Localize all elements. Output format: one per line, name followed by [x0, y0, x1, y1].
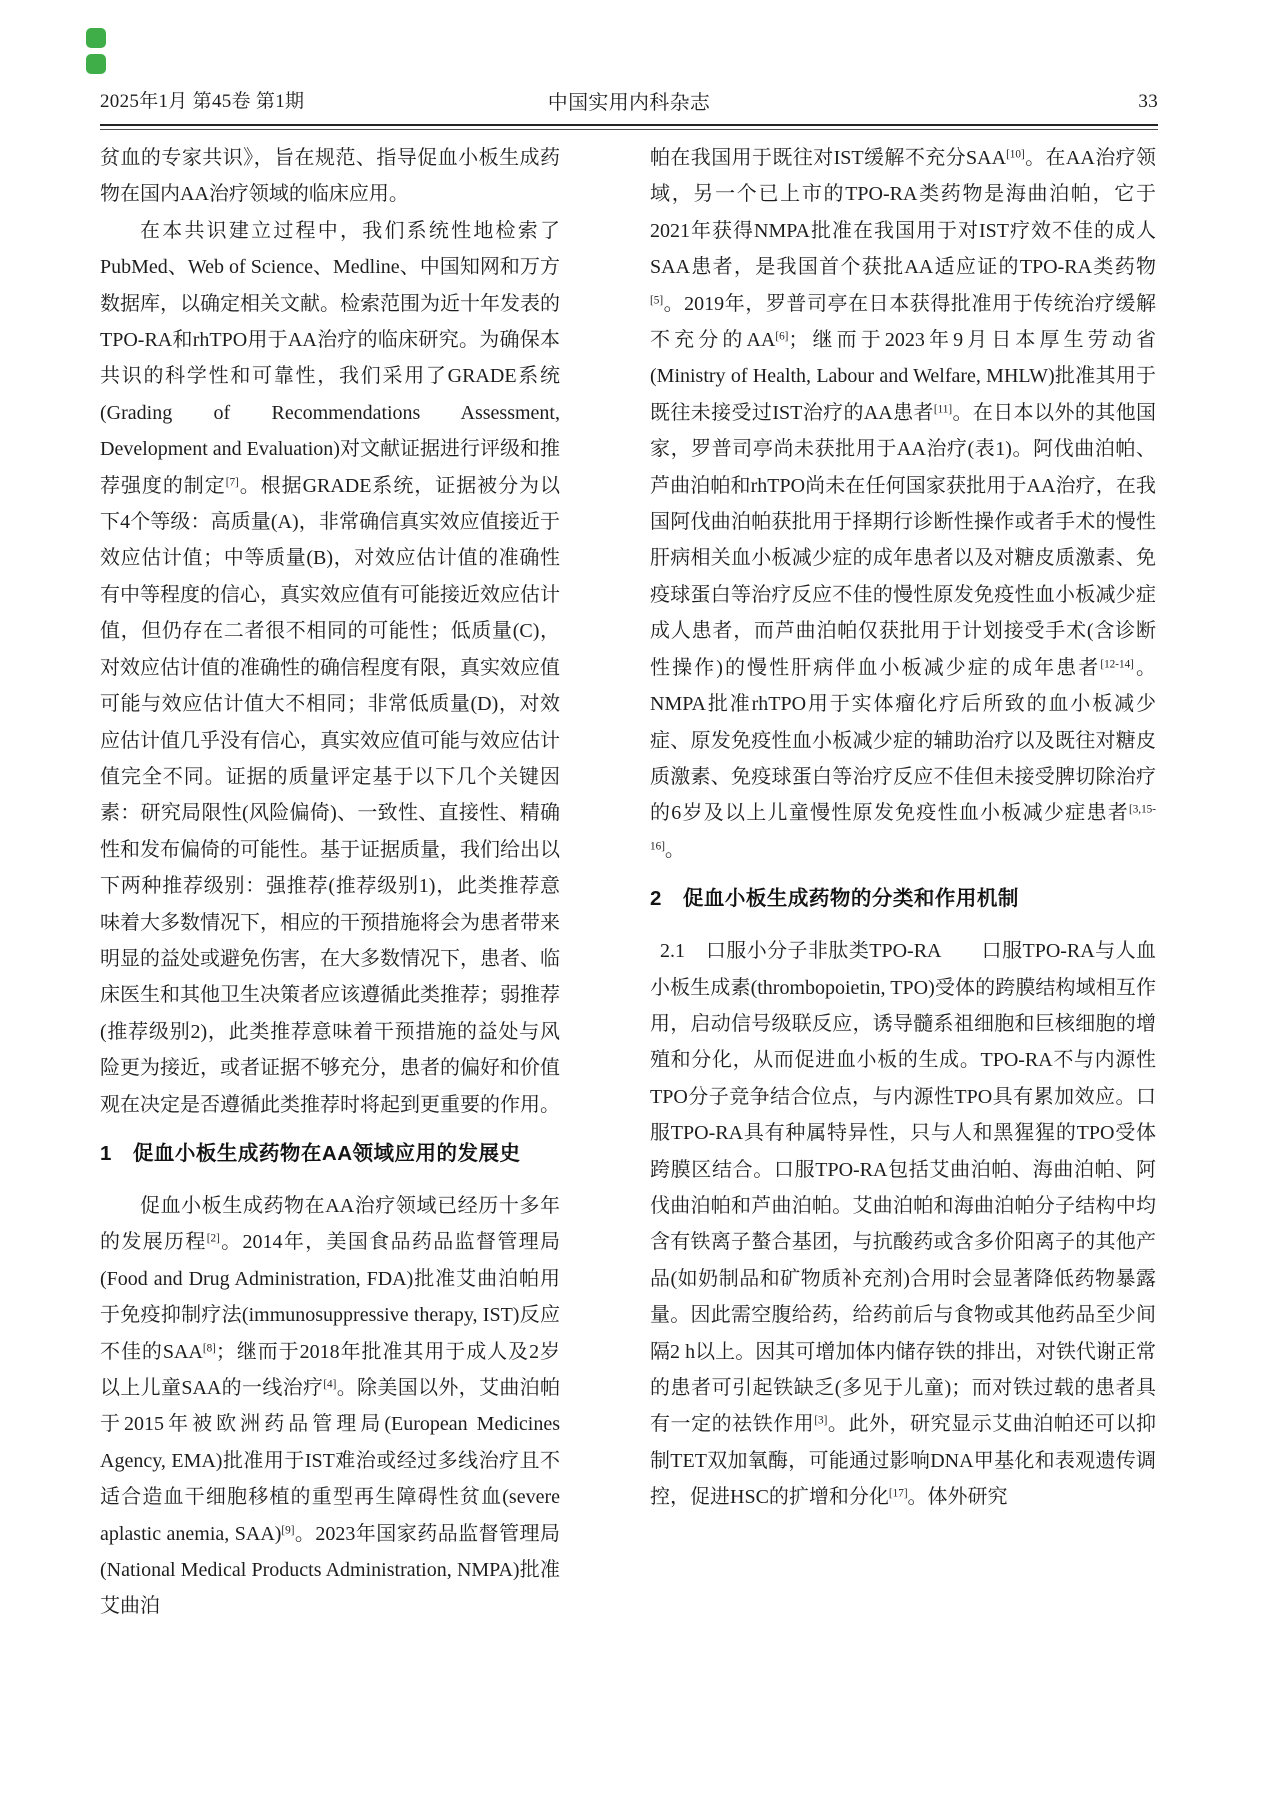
paragraph: 在本共识建立过程中，我们系统性地检索了PubMed、Web of Science、Medline、中国知网和万方数据库，以确定相关文献。检索范围为近十年发表的TPO-RA和rhTPO用于AA治疗的临床研究。为确保本共识的科学性和可靠性，我们采用了GRADE系统(Grading of Recommendations Assessment, Development and Evaluation)对文献证据进行评级和推荐强度的制定[7]。根据GRADE系统，证据被分为以下4个等级：高质量(A)，非常确信真实效应值接近于效应估计值；中等质量(B)，对效应估计值的准确性有中等程度的信心，真实效应值有可能接近效应估计值，但仍存在二者很不相同的可能性；低质量(C)，对效应估计值的准确性的确信程度有限，真实效应值可能与效应估计值大不相同；非常低质量(D)，对效应估计值几乎没有信心，真实效应值可能与效应估计值完全不同。证据的质量评定基于以下几个关键因素：研究局限性(风险偏倚)、一致性、直接性、精确性和发布偏倚的可能性。基于证据质量，我们给出以下两种推荐级别：强推荐(推荐级别1)，此类推荐意味着大多数情况下，相应的干预措施将会为患者带来明显的益处或避免伤害，在大多数情况下，患者、临床医生和其他卫生决策者应该遵循此类推荐；弱推荐(推荐级别2)，此类推荐意味着干预措施的益处与风险更为接近，或者证据不够充分，患者的偏好和价值观在决定是否遵循此类推荐时将起到更重要的作用。 [100, 219, 561, 1116]
page-header [100, 86, 1158, 113]
issue-info: 2025年1月 第45卷 第1期 [100, 91, 305, 112]
green-marker-icon [86, 28, 106, 48]
paragraph: 促血小板生成药物在AA治疗领域已经历十多年的发展历程[2]。2014年，美国食品药品监督管理局(Food and Drug Administration, FDA)批准艾曲泊帕用于免疫抑制疗法(immunosuppressive therapy, IST)反应不佳的SAA[8]；继而于2018年批准其用于成人及2岁以上儿童SAA的一线治疗[4]。除美国以外，艾曲泊帕于2015年被欧洲药品管理局(European Medicines Agency, EMA)批准用于IST难治或经过多线治疗且不适合造血干细胞移植的重型再生障碍性贫血(severe aplastic anemia, SAA)[9]。2023年国家药品监督管理局(National Medical Products Administration, NMPA)批准艾曲泊 [100, 1194, 561, 1618]
left-column [100, 140, 560, 1625]
page-number: 33 [1138, 91, 1158, 112]
green-marker-icon [86, 54, 106, 74]
right-column [650, 140, 1156, 1516]
header-rule [100, 124, 1158, 130]
paragraph: 帕在我国用于既往对IST缓解不充分SAA[10]。在AA治疗领域，另一个已上市的TPO-RA类药物是海曲泊帕，它于2021年获得NMPA批准在我国用于对IST疗效不佳的成人SAA患者，是我国首个获批AA适应证的TPO-RA类药物[5]。2019年，罗普司亭在日本获得批准用于传统治疗缓解不充分的AA[6]；继而于2023年9月日本厚生劳动省(Ministry of Health, Labour and Welfare, MHLW)批准其用于既往未接受过IST治疗的AA患者[11]。在日本以外的其他国家，罗普司亭尚未获批用于AA治疗(表1)。阿伐曲泊帕、芦曲泊帕和rhTPO尚未在任何国家获批用于AA治疗，在我国阿伐曲泊帕获批用于择期行诊断性操作或者手术的慢性肝病相关血小板减少症的成年患者以及对糖皮质激素、免疫球蛋白等治疗反应不佳的慢性原发免疫性血小板减少症成人患者，而芦曲泊帕仅获批用于计划接受手术(含诊断性操作)的慢性肝病伴血小板减少症的成年患者[12-14]。NMPA批准rhTPO用于实体瘤化疗后所致的血小板减少症、原发免疫性血小板减少症的辅助治疗以及既往对糖皮质激素、免疫球蛋白等治疗反应不佳但未接受脾切除治疗的6岁及以上儿童慢性原发免疫性血小板减少症患者[3,15-16]。 [650, 147, 1157, 861]
paragraph: 贫血的专家共识》，旨在规范、指导促血小板生成药物在国内AA治疗领域的临床应用。 [100, 147, 560, 206]
paragraph: 2.1 口服小分子非肽类TPO-RA 口服TPO-RA与人血小板生成素(thrombopoietin, TPO)受体的跨膜结构域相互作用，启动信号级联反应，诱导髓系祖细胞和巨核细胞的增殖和分化，从而促进血小板的生成。TPO-RA不与内源性TPO分子竞争结合位点，与内源性TPO具有累加效应。口服TPO-RA具有种属特异性，只与人和黑猩猩的TPO受体跨膜区结合。口服TPO-RA包括艾曲泊帕、海曲泊帕、阿伐曲泊帕和芦曲泊帕。艾曲泊帕和海曲泊帕分子结构中均含有铁离子螯合基团，与抗酸药或含多价阳离子的其他产品(如奶制品和矿物质补充剂)合用时会显著降低药物暴露量。因此需空腹给药，给药前后与食物或其他药品至少间隔2 h以上。因其可增加体内储存铁的排出，对铁代谢正常的患者可引起铁缺乏(多见于儿童)；而对铁过载的患者具有一定的祛铁作用[3]。此外，研究显示艾曲泊帕还可以抑制TET双加氧酶，可能通过影响DNA甲基化和表观遗传调控，促进HSC的扩增和分化[17]。体外研究 [650, 940, 1157, 1509]
section-heading: 2 促血小板生成药物的分类和作用机制 [650, 887, 1019, 911]
section-heading: 1 促血小板生成药物在AA领域应用的发展史 [100, 1141, 521, 1165]
journal-title: 中国实用内科杂志 [547, 92, 711, 114]
